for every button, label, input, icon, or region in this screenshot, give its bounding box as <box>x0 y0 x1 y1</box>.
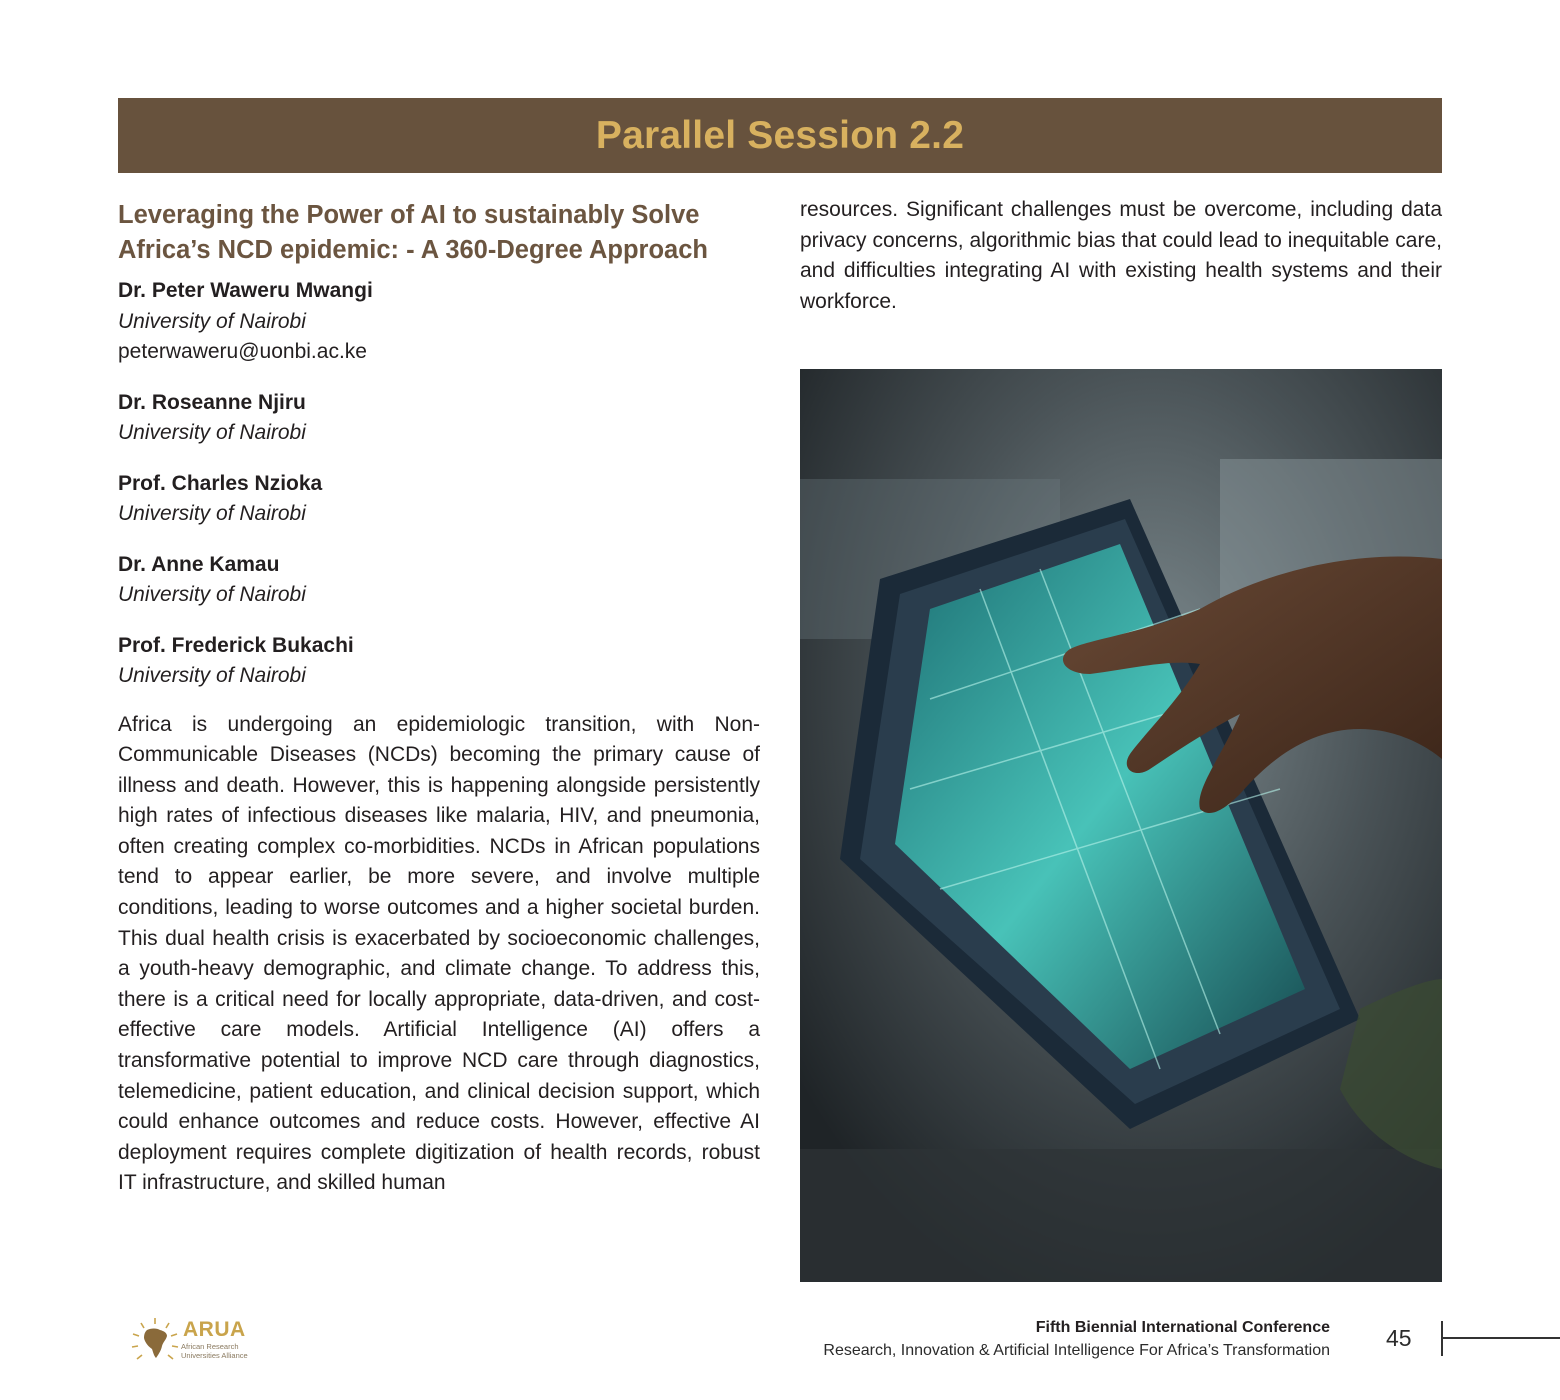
author-name: Prof. Frederick Bukachi <box>118 633 354 657</box>
author-affiliation: University of Nairobi <box>118 664 306 687</box>
paper-title: Leveraging the Power of AI to sustainably Solve Africa’s NCD epidemic: - A 360-Degree Approach <box>118 201 708 264</box>
abstract-text-part2: resources. Significant challenges must be overcome, including data privacy concerns, algorithmic bias that could lead to inequitable care, and difficulties integrating AI with existing health systems and their workforce. <box>800 198 1442 313</box>
author-affiliation: University of Nairobi <box>118 583 306 606</box>
page-divider-horizontal <box>1442 1337 1560 1339</box>
tablet-illustration <box>800 369 1442 1282</box>
abstract-text-part1: Africa is undergoing an epidemiologic transition, with Non-Communicable Diseases (NCDs) becoming the primary cause of illness and death. However, this is happening alongside persistently high rates of infectious diseases like malaria, HIV, and pneumonia, often creating complex co-morbidities. NCDs in African populations tend to appear earlier, be more severe, and involve multiple conditions, leading to worse outcomes and a higher societal burden. This dual health crisis is exacerbated by socioeconomic challenges, a youth-heavy demographic, and climate change. To address this, there is a critical need for locally appropriate, data-driven, and cost-effective care models. Artificial Intelligence (AI) offers a transformative potential to improve NCD care through diagnostics, telemedicine, patient education, and clinical decision support, which could enhance outcomes and reduce costs. However, effective AI deployment requires complete digitization of health records, robust IT infrastructure, and skilled human <box>118 712 760 1195</box>
logo-subtitle-line1: African Research <box>181 1342 239 1351</box>
conference-title: Fifth Biennial International Conference <box>1035 1319 1330 1336</box>
logo-subtitle <box>181 1343 248 1360</box>
arua-logo <box>130 1316 260 1364</box>
africa-sun-icon <box>130 1316 180 1364</box>
author-name: Dr. Peter Waweru Mwangi <box>118 279 373 302</box>
author-block <box>118 276 760 368</box>
author-email: peterwaweru@uonbi.ac.ke <box>118 340 367 363</box>
logo-wordmark: ARUA <box>183 1318 246 1341</box>
session-title: Parallel Session 2.2 <box>595 113 965 157</box>
author-name: Dr. Roseanne Njiru <box>118 390 306 414</box>
author-block <box>118 631 760 692</box>
left-column <box>118 198 760 1199</box>
author-affiliation: University of Nairobi <box>118 421 306 444</box>
page-number: 45 <box>1386 1325 1412 1351</box>
author-block <box>118 469 760 530</box>
author-affiliation: University of Nairobi <box>118 502 306 525</box>
author-name: Prof. Charles Nzioka <box>118 471 323 495</box>
page-divider-vertical <box>1441 1321 1443 1356</box>
session-banner <box>118 98 1442 173</box>
right-column <box>800 195 1442 317</box>
conference-subtitle: Research, Innovation & Artificial Intelligence For Africa’s Transformation <box>823 1342 1330 1359</box>
author-affiliation: University of Nairobi <box>118 309 306 333</box>
author-block <box>118 388 760 449</box>
author-block <box>118 550 760 611</box>
tablet-photo <box>800 369 1442 1282</box>
author-name: Dr. Anne Kamau <box>118 552 280 576</box>
logo-subtitle-line2: Universities Alliance <box>181 1350 248 1360</box>
